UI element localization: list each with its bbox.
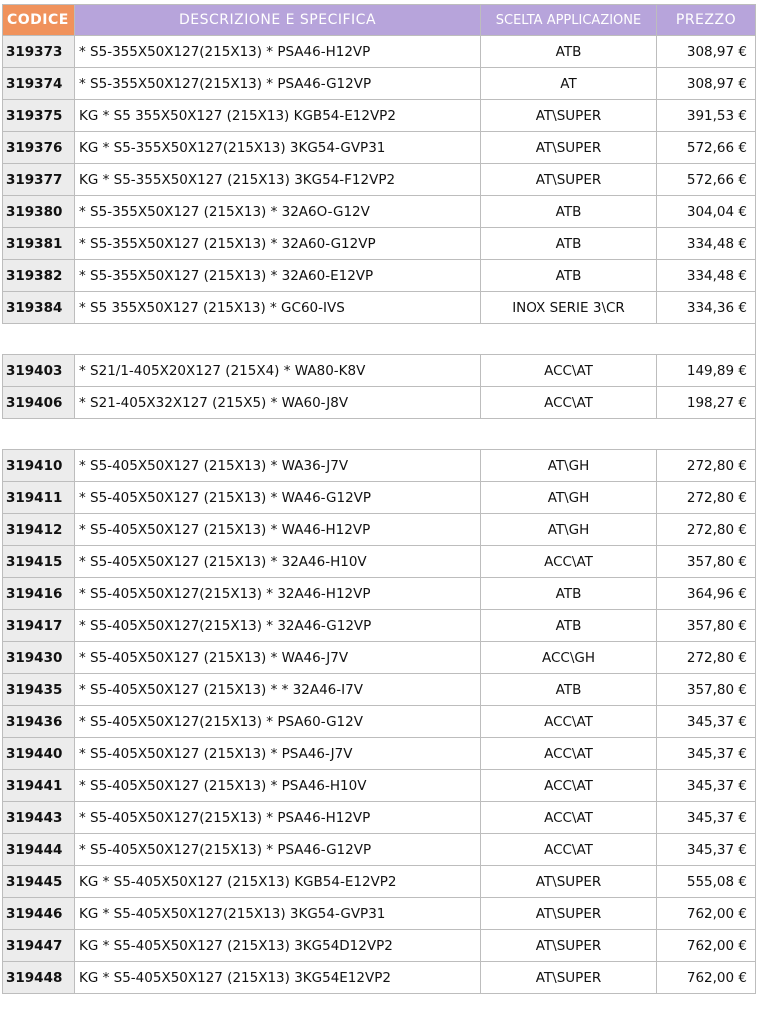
table-row	[3, 196, 756, 228]
description-cell: * S5-355X50X127 (215X13) * 32A6O-G12V	[75, 196, 481, 228]
price-cell: 272,80 €	[657, 642, 756, 674]
table-row	[3, 546, 756, 578]
price-cell: 345,37 €	[657, 738, 756, 770]
application-cell: AT\SUPER	[481, 866, 657, 898]
application-cell: ACC\AT	[481, 546, 657, 578]
table-body	[3, 36, 756, 994]
price-cell: 357,80 €	[657, 674, 756, 706]
application-cell: ATB	[481, 260, 657, 292]
table-row	[3, 260, 756, 292]
code-cell: 319447	[3, 930, 75, 962]
application-cell: ACC\AT	[481, 770, 657, 802]
table-row	[3, 962, 756, 994]
application-cell: ACC\AT	[481, 738, 657, 770]
description-cell: * S5-405X50X127 (215X13) * WA36-J7V	[75, 450, 481, 482]
price-cell: 555,08 €	[657, 866, 756, 898]
code-cell: 319375	[3, 100, 75, 132]
description-cell: * S5-405X50X127 (215X13) * WA46-G12VP	[75, 482, 481, 514]
table-row	[3, 164, 756, 196]
table-row	[3, 100, 756, 132]
description-cell: * S5-405X50X127 (215X13) * 32A46-H10V	[75, 546, 481, 578]
description-cell: * S5-405X50X127 (215X13) * WA46-J7V	[75, 642, 481, 674]
application-cell: AT\SUPER	[481, 898, 657, 930]
code-cell: 319445	[3, 866, 75, 898]
code-cell: 319411	[3, 482, 75, 514]
code-cell: 319448	[3, 962, 75, 994]
code-cell: 319374	[3, 68, 75, 100]
description-cell: KG * S5-355X50X127 (215X13) 3KG54-F12VP2	[75, 164, 481, 196]
price-cell: 272,80 €	[657, 514, 756, 546]
column-header-code: CODICE	[3, 5, 75, 36]
code-cell: 319380	[3, 196, 75, 228]
table-row	[3, 802, 756, 834]
application-cell: ACC\AT	[481, 834, 657, 866]
table-row	[3, 610, 756, 642]
column-header-price: PREZZO	[657, 5, 756, 36]
description-cell: * S5-405X50X127(215X13) * PSA46-G12VP	[75, 834, 481, 866]
table-row	[3, 482, 756, 514]
table-row	[3, 36, 756, 68]
code-cell: 319417	[3, 610, 75, 642]
table-row	[3, 706, 756, 738]
description-cell: * S21/1-405X20X127 (215X4) * WA80-K8V	[75, 355, 481, 387]
price-cell: 345,37 €	[657, 770, 756, 802]
code-cell: 319435	[3, 674, 75, 706]
code-cell: 319444	[3, 834, 75, 866]
table-row	[3, 898, 756, 930]
description-cell: * S5-405X50X127(215X13) * PSA60-G12V	[75, 706, 481, 738]
code-cell: 319440	[3, 738, 75, 770]
table-row	[3, 770, 756, 802]
description-cell: KG * S5-355X50X127(215X13) 3KG54-GVP31	[75, 132, 481, 164]
price-cell: 334,48 €	[657, 260, 756, 292]
price-cell: 572,66 €	[657, 132, 756, 164]
description-cell: * S5-355X50X127(215X13) * PSA46-G12VP	[75, 68, 481, 100]
code-cell: 319416	[3, 578, 75, 610]
description-cell: KG * S5 355X50X127 (215X13) KGB54-E12VP2	[75, 100, 481, 132]
code-cell: 319415	[3, 546, 75, 578]
price-cell: 308,97 €	[657, 68, 756, 100]
table-row	[3, 738, 756, 770]
code-cell: 319376	[3, 132, 75, 164]
table-row	[3, 292, 756, 324]
description-cell: * S21-405X32X127 (215X5) * WA60-J8V	[75, 387, 481, 419]
price-list-table	[2, 4, 756, 994]
price-cell: 345,37 €	[657, 706, 756, 738]
application-cell: AT\SUPER	[481, 100, 657, 132]
description-cell: * S5-405X50X127(215X13) * 32A46-G12VP	[75, 610, 481, 642]
code-cell: 319384	[3, 292, 75, 324]
application-cell: ACC\AT	[481, 387, 657, 419]
description-cell: * S5-405X50X127 (215X13) * PSA46-H10V	[75, 770, 481, 802]
price-cell: 198,27 €	[657, 387, 756, 419]
description-cell: * S5-405X50X127(215X13) * PSA46-H12VP	[75, 802, 481, 834]
application-cell: INOX SERIE 3\CR	[481, 292, 657, 324]
table-row	[3, 132, 756, 164]
table-header-row	[3, 5, 756, 36]
price-cell: 364,96 €	[657, 578, 756, 610]
application-cell: ATB	[481, 36, 657, 68]
price-cell: 391,53 €	[657, 100, 756, 132]
price-cell: 334,36 €	[657, 292, 756, 324]
code-cell: 319410	[3, 450, 75, 482]
code-cell: 319443	[3, 802, 75, 834]
application-cell: ATB	[481, 578, 657, 610]
code-cell: 319377	[3, 164, 75, 196]
description-cell: * S5-405X50X127(215X13) * 32A46-H12VP	[75, 578, 481, 610]
group-separator	[3, 419, 756, 450]
application-cell: ATB	[481, 610, 657, 642]
description-cell: KG * S5-405X50X127(215X13) 3KG54-GVP31	[75, 898, 481, 930]
column-header-description: DESCRIZIONE E SPECIFICA	[75, 5, 481, 36]
code-cell: 319373	[3, 36, 75, 68]
application-cell: AT\SUPER	[481, 962, 657, 994]
code-cell: 319406	[3, 387, 75, 419]
code-cell: 319412	[3, 514, 75, 546]
price-cell: 345,37 €	[657, 802, 756, 834]
column-header-application: SCELTA APPLICAZIONE	[481, 5, 657, 36]
code-cell: 319441	[3, 770, 75, 802]
application-cell: ACC\AT	[481, 802, 657, 834]
description-cell: * S5-355X50X127 (215X13) * 32A60-E12VP	[75, 260, 481, 292]
code-cell: 319382	[3, 260, 75, 292]
table-row	[3, 228, 756, 260]
separator-cell	[3, 324, 756, 355]
table-row	[3, 866, 756, 898]
code-cell: 319381	[3, 228, 75, 260]
description-cell: KG * S5-405X50X127 (215X13) 3KG54E12VP2	[75, 962, 481, 994]
description-cell: * S5 355X50X127 (215X13) * GC60-IVS	[75, 292, 481, 324]
price-cell: 345,37 €	[657, 834, 756, 866]
description-cell: * S5-405X50X127 (215X13) * * 32A46-I7V	[75, 674, 481, 706]
price-cell: 308,97 €	[657, 36, 756, 68]
application-cell: AT\GH	[481, 514, 657, 546]
application-cell: AT\GH	[481, 482, 657, 514]
description-cell: * S5-355X50X127(215X13) * PSA46-H12VP	[75, 36, 481, 68]
code-cell: 319430	[3, 642, 75, 674]
price-cell: 762,00 €	[657, 962, 756, 994]
table-row	[3, 642, 756, 674]
code-cell: 319436	[3, 706, 75, 738]
description-cell: * S5-405X50X127 (215X13) * PSA46-J7V	[75, 738, 481, 770]
table-row	[3, 578, 756, 610]
application-cell: AT	[481, 68, 657, 100]
group-separator	[3, 324, 756, 355]
price-cell: 149,89 €	[657, 355, 756, 387]
application-cell: ACC\AT	[481, 706, 657, 738]
price-cell: 357,80 €	[657, 546, 756, 578]
price-cell: 762,00 €	[657, 930, 756, 962]
description-cell: * S5-355X50X127 (215X13) * 32A60-G12VP	[75, 228, 481, 260]
application-cell: AT\SUPER	[481, 132, 657, 164]
table-row	[3, 450, 756, 482]
code-cell: 319446	[3, 898, 75, 930]
application-cell: ATB	[481, 196, 657, 228]
table-row	[3, 674, 756, 706]
price-cell: 304,04 €	[657, 196, 756, 228]
application-cell: ACC\AT	[481, 355, 657, 387]
description-cell: * S5-405X50X127 (215X13) * WA46-H12VP	[75, 514, 481, 546]
application-cell: AT\SUPER	[481, 930, 657, 962]
price-cell: 272,80 €	[657, 482, 756, 514]
application-cell: ATB	[481, 228, 657, 260]
description-cell: KG * S5-405X50X127 (215X13) 3KG54D12VP2	[75, 930, 481, 962]
table-row	[3, 387, 756, 419]
application-cell: AT\SUPER	[481, 164, 657, 196]
separator-cell	[3, 419, 756, 450]
application-cell: ACC\GH	[481, 642, 657, 674]
table-row	[3, 68, 756, 100]
price-cell: 357,80 €	[657, 610, 756, 642]
price-cell: 572,66 €	[657, 164, 756, 196]
table-row	[3, 834, 756, 866]
application-cell: ATB	[481, 674, 657, 706]
description-cell: KG * S5-405X50X127 (215X13) KGB54-E12VP2	[75, 866, 481, 898]
application-cell: AT\GH	[481, 450, 657, 482]
table-row	[3, 930, 756, 962]
price-cell: 762,00 €	[657, 898, 756, 930]
code-cell: 319403	[3, 355, 75, 387]
table-row	[3, 355, 756, 387]
price-cell: 334,48 €	[657, 228, 756, 260]
table-row	[3, 514, 756, 546]
price-cell: 272,80 €	[657, 450, 756, 482]
